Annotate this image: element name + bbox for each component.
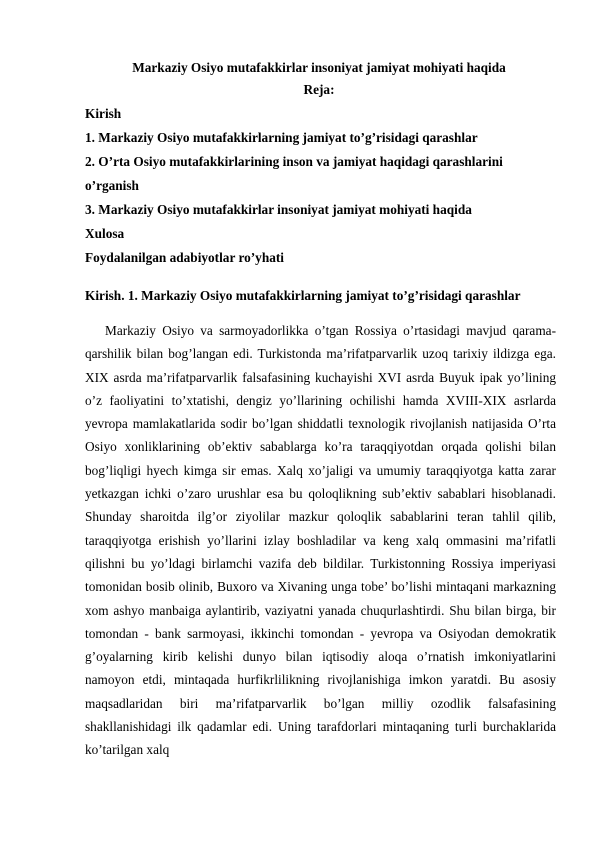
document-title: Markaziy Osiyo mutafakkirlar insoniyat jamiyat mohiyati haqida xyxy=(132,60,506,75)
toc-item: 1. Markaziy Osiyo mutafakkirlarning jamiyat to’g’risidagi qarashlar xyxy=(85,130,478,145)
plan-heading: Reja: xyxy=(303,82,335,97)
toc-item: Foydalanilgan adabiyotlar ro’yhati xyxy=(85,250,284,265)
toc-item: Kirish xyxy=(85,106,122,121)
toc-item: 3. Markaziy Osiyo mutafakkirlar insoniyat jamiyat mohiyati haqida xyxy=(85,202,472,217)
section-heading: Kirish. 1. Markaziy Osiyo mutafakkirlarning jamiyat to’g’risidagi qarashlar xyxy=(85,288,521,303)
toc-item: 2. O’rta Osiyo mutafakkirlarining inson va jamiyat haqidagi qarashlarini xyxy=(85,154,503,169)
body-paragraph: Markaziy Osiyo va sarmoyadorlikka o’tgan Rossiya o’rtasidagi mavjud qarama-qarshilik bilan bog’langan edi. Turkistonda ma’rifatparvarlik uzoq tarixiy ildizga ega. XIX asrda ma’rifatparvarlik falsafasining kuchayishi XVI asrda Buyuk ipak yo’lining o’z faoliyatini to’xtatishi, dengiz yo’llarining ochilishi hamda XVIII-XIX asrlarda yevropa mamlakatlarida sodir bo’lgan shiddatli texnologik rivojlanish natijasida O’rta Osiyo xonliklarining ob’ektiv sabablarga ko’ra taraqqiyotdan orqada qolishi bilan bog’liqligi hyech kimga sir emas. Xalq xo’jaligi va umumiy taraqqiyotga katta zarar yetkazgan ichki o’zaro urushlar esa bu qoloqlikning sub’ektiv sabablari hisoblanadi. Shunday sharoitda ilg’or ziyolilar mazkur qoloqlik sabablarini teran tahlil qilib, taraqqiyotga erishish yo’llarini izlay boshladilar va keng xalq ommasini ma’rifatli qilishni bu yo’ldagi birlamchi vazifa deb bildilar. Turkistonning Rossiya imperiyasi tomonidan bosib olinib, Buxoro va Xivaning unga tobe’ bo’lishi mintaqani markazning xom ashyo manbaiga aylantirib, vaziyatni yanada chuqurlashtirdi. Shu bilan birga, bir tomondan - bank sarmoyasi, ikkinchi tomondan - yevropa va Osiyodan demokratik g’oyalarning kirib kelishi dunyo bilan iqtisodiy aloqa o’rnatish imkoniyatlarini namoyon etdi, mintaqada hurfikrlilikning rivojlanishiga imkon yaratdi. Bu asosiy maqsadlaridan biri ma’rifatparvarlik bo’lgan milliy ozodlik falsafasining shakllanishidagi ilk qadamlar edi. Uning tarafdorlari mintaqaning turli burchaklarida ko’tarilgan xalq xyxy=(85,323,556,758)
toc-item: Xulosa xyxy=(85,226,125,241)
toc-item-continuation: o’rganish xyxy=(85,178,139,193)
